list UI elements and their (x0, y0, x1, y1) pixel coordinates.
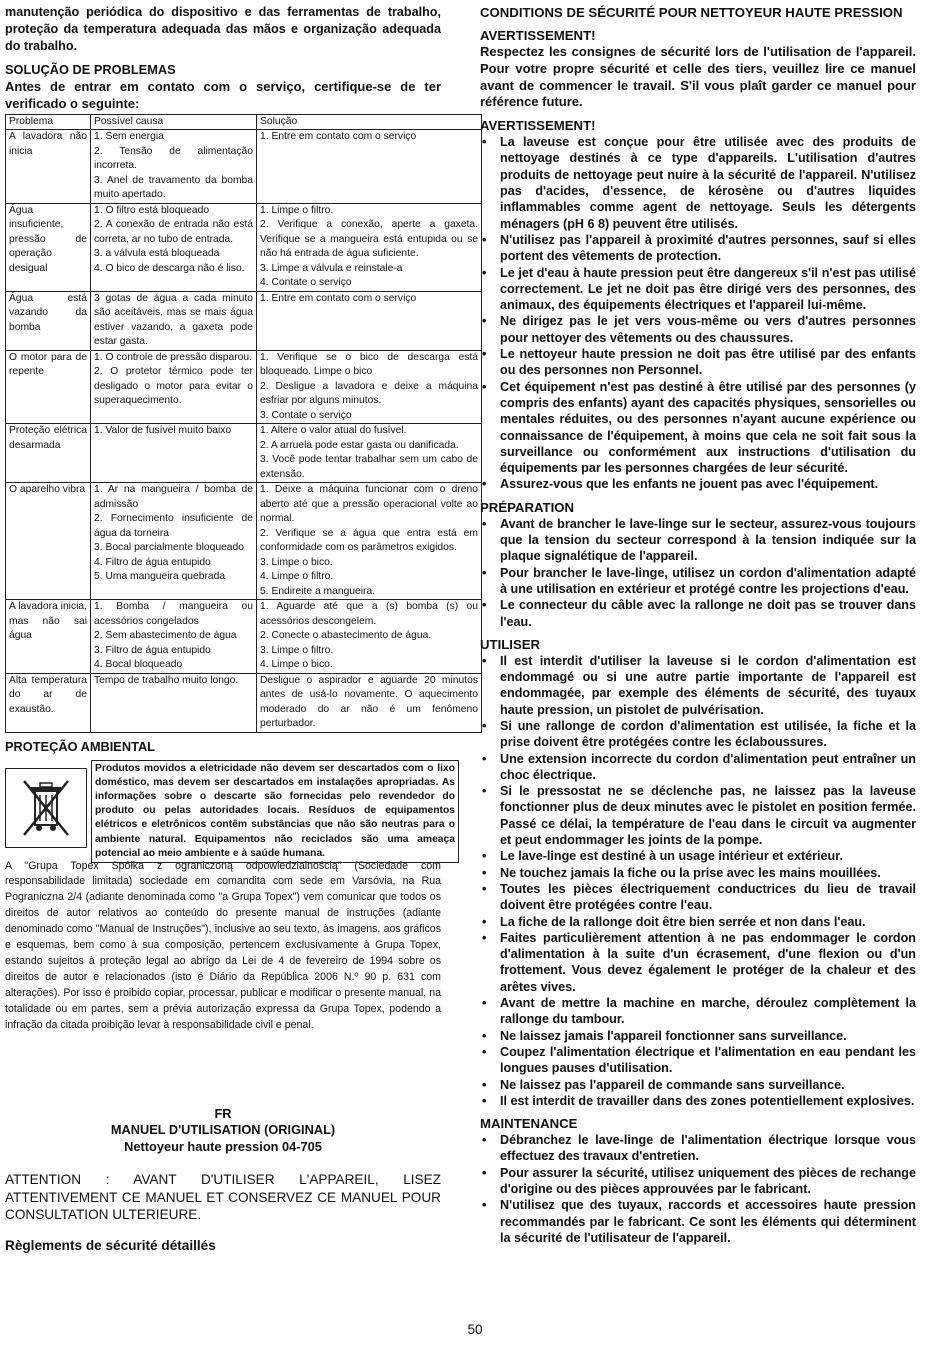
warning-text-1: Respectez les consignes de sécurité lors de l'utilisation de l'appareil. Pour votre propre sécurité et celle des tiers, veuillez lire ce manuel avant de commencer le travail. S'il vous plaît garder ce manuel pour référence future. (480, 44, 916, 110)
list-item-text: Une extension incorrecte du cordon d'alimentation peut entraîner un choc électrique. (500, 751, 916, 782)
header-solution: Solução (257, 114, 482, 130)
preparation-list (480, 516, 916, 630)
use-item (480, 783, 916, 848)
page-number: 50 (467, 1322, 483, 1337)
maintenance-item (480, 1132, 916, 1165)
list-item-text: Le lave-linge est destiné à un usage intérieur et extérieur. (500, 849, 843, 864)
right-column (480, 4, 916, 1246)
use-item (480, 718, 916, 751)
list-item-text: Ne touchez jamais la fiche ou la prise avec les mains mouillées. (500, 865, 881, 880)
env-notice-text: Produtos movidos a eletricidade não devem ser descartados com o lixo doméstico, mas devem ser descartados em instalações apropriadas. As informações sobre o descarte são fornecidas pelo revendedor do produto ou pelas autoridades locais. Resíduos de equipamentos elétricos e eletrônicos contêm substâncias que não são neutras para o ambiente natural. Equipamentos não reciclados são uma ameaça potencial ao meio ambiente e à saúde humana. (91, 760, 459, 863)
fr-product-name: Nettoyeur haute pression 04-705 (124, 1138, 322, 1154)
maintenance-list (480, 1132, 916, 1246)
cause-cell: 3 gotas de água a cada minuto são aceitáveis, mas se mais água estiver vazando, a gaxeta pode estar gasta. (91, 291, 257, 350)
problem-cell: O motor para de repente (6, 350, 91, 424)
use-item (480, 653, 916, 718)
solution-cell: 1. Entre em contato com o serviço (257, 130, 482, 204)
fr-manual-title: MANUEL D'UTILISATION (ORIGINAL) (110, 1122, 336, 1138)
table-row (6, 424, 482, 483)
problem-cell: Água está vazando da bomba (6, 291, 91, 350)
bullet-icon: • (482, 930, 487, 945)
list-item-text: Le nettoyeur haute pression ne doit pas être utilisé par des enfants ou des personnes non Personnel. (500, 347, 916, 378)
preparation-heading: PRÉPARATION (480, 499, 575, 515)
table-body (6, 130, 482, 733)
bullet-icon: • (482, 598, 487, 613)
table-header-row (6, 114, 482, 130)
bullet-icon: • (482, 347, 487, 362)
problem-cell: Água insuficiente, pressão de operação desigual (6, 203, 91, 291)
env-notice (5, 760, 455, 859)
warning-item (480, 313, 916, 346)
list-item-text: Il est interdit d'utiliser la laveuse si le cordon d'alimentation est endommagé ou si une autre partie importante de l'appareil est endommagée, par exemple des éléments de sécurité, des tuyaux haute pression, un pistolet de pulvérisation. (500, 653, 916, 717)
problem-cell: A lavadora não inicia (6, 130, 91, 204)
bullet-icon: • (482, 1077, 487, 1092)
warning-label-2: AVERTISSEMENT! (480, 118, 596, 134)
maintenance-intro: manutenção periódica do dispositivo e das ferramentas de trabalho, proteção da temperatura adequada das mãos e organização adequada do trabalho. (5, 5, 441, 53)
bullet-icon: • (482, 784, 487, 799)
cause-cell: 1. O filtro está bloqueado 2. A conexão de entrada não está correta, ar no tubo de entrada. 3. a válvula está bloqueada 4. O bico de descarga não é liso. (91, 203, 257, 291)
maintenance-heading: MAINTENANCE (480, 1116, 578, 1132)
preparation-item (480, 516, 916, 565)
preparation-item (480, 597, 916, 630)
use-list (480, 653, 916, 1109)
warning-item (480, 379, 916, 477)
use-item (480, 1093, 916, 1109)
use-heading: UTILISER (480, 636, 541, 652)
list-item-text: Si une rallonge de cordon d'alimentation est utilisée, la fiche et la prise doivent être protégées contre les éclaboussures. (500, 718, 916, 750)
use-item (480, 1077, 916, 1093)
bullet-icon: • (482, 865, 487, 880)
solution-cell: 1. Entre em contato com o serviço (257, 291, 482, 350)
list-item-text: Avant de mettre la machine en marche, déroulez complètement la rallonge du tambour. (500, 996, 916, 1027)
bullet-icon: • (482, 653, 487, 668)
use-item (480, 930, 916, 995)
bullet-icon: • (482, 1028, 487, 1043)
list-item-text: Le jet d'eau à haute pression peut être dangereux s'il n'est pas utilisé correctement. Le jet ne doit pas être dirigé vers des personnes, des animaux, des équipements électriques et l'appareil lui-même. (500, 265, 916, 313)
table-row (6, 350, 482, 424)
warning-list (480, 134, 916, 493)
list-item-text: Pour brancher le lave-linge, utilisez un cordon d'alimentation adapté à une utilisation en extérieur et protégé contre les projections d'eau. (500, 565, 916, 596)
safety-title: CONDITIONS DE SÉCURITÉ POUR NETTOYEUR HAUTE PRESSION (480, 5, 903, 20)
list-item-text: La laveuse est conçue pour être utilisée avec des produits de nettoyage destinés à ce type d'appareils. L'utilisation d'autres produits de nettoyage peut nuire à la sécurité de l'appareil. N'utilisez pas d'acides, d'essence, de kérosène ou d'autres liquides inflammables comme agent de nettoyage. Seuls les détergents ménagers (pH 6 8) peuvent être utilisés. (500, 135, 916, 231)
cause-cell: 1. Sem energia 2. Tensão de alimentação incorreta. 3. Anel de travamento da bomba muito apertado. (91, 130, 257, 204)
table-row (6, 291, 482, 350)
use-item (480, 848, 916, 864)
list-item-text: Cet équipement n'est pas destiné à être utilisé par des personnes (y compris des enfants) ayant des capacités physiques, sensorielles ou mentales réduites, ou des personnes n'ayant aucune expérience ou connaissance de l'équipement, à moins que cela ne soit fait sous la surveillance ou conformément aux instructions d'utilisation du équipements par les personnes chargées de leur sécurité. (500, 379, 916, 476)
bullet-icon: • (482, 1165, 487, 1180)
solution-cell: 1. Altere o valor atual do fusível. 2. A arruela pode estar gasta ou danificada. 3. Você pode tentar trabalhar sem um cabo de extensão. (257, 424, 482, 483)
bullet-icon: • (482, 232, 487, 247)
list-item-text: N'utilisez que des tuyaux, raccords et accessoires haute pression recommandés par le fabricant. Ce sont les éléments qui déterminent la sécurité de l'utilisateur de l'appareil. (500, 1198, 916, 1245)
bullet-icon: • (482, 314, 487, 329)
bullet-icon: • (482, 135, 487, 150)
troubleshooting-table (5, 114, 482, 733)
header-cause: Possível causa (91, 114, 257, 130)
use-item (480, 995, 916, 1028)
header-problem: Problema (6, 114, 91, 130)
bullet-icon: • (482, 1133, 487, 1148)
list-item-text: Il est interdit de travailler dans des zones potentiellement explosives. (500, 1093, 915, 1108)
copyright-notice: A "Grupa Topex Spółka z ograniczoną odpowiedzialnością" (Sociedade com responsabilidade limitada) sociedade em comandita com sede em Varsóvia, na Rua Pograniczna 2/4 (adiante denominada como "a Grupa Topex") vem comunicar que todos os direitos de autor relativos ao conteúdo do presente manual de instruções (adiante denominado como "Manual de Instruções"), inclusive ao seu texto, às imagens, aos gráficos e esquemas, bem como à sua composição, pertencem exclusivamente à Grupa Topex, estando sujeitos à proteção legal ao abrigo da Lei de 4 de fevereiro de 1994 sobre os direitos de autor e relacionados (isto é Diário da República 2006 N.º 90 p. 631 com alterações). Por isso é proibido copiar, processar, publicar e modificar o presente manual, na totalidade ou em partes, sem a prévia autorização expressa da Grupa Topex, podendo a infração da citada proibição levar à responsabilidade civil e penal. (5, 859, 441, 1031)
safety-rules-heading: Règlements de sécurité détaillés (5, 1237, 216, 1253)
bullet-icon: • (482, 1198, 487, 1213)
list-item-text: Ne laissez pas l'appareil de commande sans surveillance. (500, 1077, 845, 1092)
list-item-text: N'utilisez pas l'appareil à proximité d'autres personnes, sauf si elles portent des vêtements de protection. (500, 232, 916, 264)
troubleshooting-intro: Antes de entrar em contato com o serviço, certifique-se de ter verificado o seguinte: (5, 79, 441, 111)
bullet-icon: • (482, 914, 487, 929)
bullet-icon: • (482, 751, 487, 766)
warning-label-1: AVERTISSEMENT! (480, 28, 596, 43)
bullet-icon: • (482, 881, 487, 896)
list-item-text: Coupez l'alimentation électrique et l'alimentation en eau pendant les longues pauses d'utilisation. (500, 1044, 916, 1076)
troubleshooting-heading: SOLUÇÃO DE PROBLEMAS (5, 62, 176, 78)
crossed-out-bin-icon (5, 768, 87, 848)
problem-cell: Proteção elétrica desarmada (6, 424, 91, 483)
use-item (480, 1028, 916, 1044)
list-item-text: Si le pressostat ne se déclenche pas, ne laissez pas la laveuse fonctionner plus de deux minutes avec le pistolet en position fermée. Passé ce délai, la température de l'eau dans le circuit va augmenter et peut endommager les joints de la pompe. (500, 784, 916, 848)
cause-cell: Tempo de trabalho muito longo. (91, 673, 257, 732)
list-item-text: La fiche de la rallonge doit être bien serrée et non dans l'eau. (500, 914, 866, 929)
use-item (480, 914, 916, 930)
maintenance-item (480, 1197, 916, 1246)
list-item-text: Assurez-vous que les enfants ne jouent pas avec l'équipement. (500, 477, 879, 492)
cause-cell: 1. O controle de pressão disparou. 2. O protetor térmico pode ter desligado o motor para evitar o superaquecimento. (91, 350, 257, 424)
bullet-icon: • (482, 565, 487, 580)
bullet-icon: • (482, 1093, 487, 1108)
table-row (6, 203, 482, 291)
bullet-icon: • (482, 477, 487, 492)
bullet-icon: • (482, 718, 487, 733)
problem-cell: A lavadora inicia, mas não sai água (6, 600, 91, 674)
bullet-icon: • (482, 379, 487, 394)
warning-item (480, 476, 916, 492)
table-row (6, 483, 482, 600)
solution-cell: 1. Aguarde até que a (s) bomba (s) ou acessórios descongelem. 2. Conecte o abastecimento de água. 3. Limpe o filtro. 4. Limpe o bico. (257, 600, 482, 674)
cause-cell: 1. Valor de fusível muito baixo (91, 424, 257, 483)
warning-item (480, 134, 916, 232)
list-item-text: Débranchez le lave-linge de l'alimentation électrique lorsque vous effectuez des travaux d'entretien. (500, 1133, 916, 1164)
bullet-icon: • (482, 516, 487, 531)
fr-language-code: FR (214, 1105, 232, 1121)
problem-cell: O aparelho vibra (6, 483, 91, 600)
cause-cell: 1. Bomba / mangueira ou acessórios congelados 2. Sem abastecimento de água 3. Filtro de água entupido 4. Bocal bloqueado (91, 600, 257, 674)
solution-cell: 1. Deixe a máquina funcionar com o dreno aberto até que a pressão operacional volte ao normal. 2. Verifique se a água que entra está em conformidade com os parâmetros exigidos. 3. Limpe o bico. 4. Limpe o filtro. 5. Endireite a mangueira. (257, 483, 482, 600)
bullet-icon: • (482, 996, 487, 1011)
preparation-item (480, 565, 916, 598)
bullet-icon: • (482, 265, 487, 280)
list-item-text: Pour assurer la sécurité, utilisez uniquement des pièces de rechange d'origine ou des pièces approuvées par le fabricant. (500, 1165, 916, 1196)
bullet-icon: • (482, 849, 487, 864)
list-item-text: Ne dirigez pas le jet vers vous-même ou vers d'autres personnes pour nettoyer des vêtements ou des chaussures. (500, 314, 916, 345)
bullet-icon: • (482, 1044, 487, 1059)
warning-item (480, 346, 916, 379)
table-row (6, 600, 482, 674)
solution-cell: Desligue o aspirador e aguarde 20 minutos antes de usá-lo novamente. O aquecimento moderado do ar não é um fenômeno perturbador. (257, 673, 482, 732)
solution-cell: 1. Verifique se o bico de descarga está bloqueado. Limpe o bico 2. Desligue a lavadora e deixe a máquina esfriar por alguns minutos. 3. Contate o serviço (257, 350, 482, 424)
use-item (480, 865, 916, 881)
use-item (480, 751, 916, 784)
use-item (480, 881, 916, 914)
list-item-text: Le connecteur du câble avec la rallonge ne doit pas se trouver dans l'eau. (500, 598, 916, 629)
solution-cell: 1. Limpe o filtro. 2. Verifique a conexão, aperte a gaxeta. Verifique se a mangueira está entupida ou se não há entrada de água suficiente. 3. Limpe a válvula e reinstale-a 4. Contate o serviço (257, 203, 482, 291)
list-item-text: Ne laissez jamais l'appareil fonctionner sans surveillance. (500, 1028, 847, 1043)
warning-item (480, 265, 916, 314)
maintenance-item (480, 1165, 916, 1198)
list-item-text: Faites particulièrement attention à ne pas endommager le cordon d'alimentation à la suite d'un écrasement, d'une flexion ou d'un frottement. Vous devez également le protéger de la chaleur et des arêtes vives. (500, 930, 916, 994)
warning-item (480, 232, 916, 265)
cause-cell: 1. Ar na mangueira / bomba de admissão 2. Fornecimento insuficiente de água da torneira 3. Bocal parcialmente bloqueado 4. Filtro de água entupido 5. Uma mangueira quebrada (91, 483, 257, 600)
table-row (6, 673, 482, 732)
problem-cell: Alta temperatura do ar de exaustão. (6, 673, 91, 732)
attention-notice: ATTENTION : AVANT D'UTILISER L'APPAREIL, LISEZ ATTENTIVEMENT CE MANUEL ET CONSERVEZ CE MANUEL POUR CONSULTATION ULTERIEURE. (5, 1172, 441, 1223)
list-item-text: Toutes les pièces électriquement conductrices du lieu de travail doivent être protégées contre l'eau. (500, 881, 916, 913)
table-row (6, 130, 482, 204)
env-heading: PROTEÇÃO AMBIENTAL (5, 738, 156, 754)
list-item-text: Avant de brancher le lave-linge sur le secteur, assurez-vous toujours que la tension du secteur correspond à la tension indiquée sur la plaque signalétique de l'appareil. (500, 516, 916, 564)
use-item (480, 1044, 916, 1077)
left-column (5, 4, 478, 1253)
